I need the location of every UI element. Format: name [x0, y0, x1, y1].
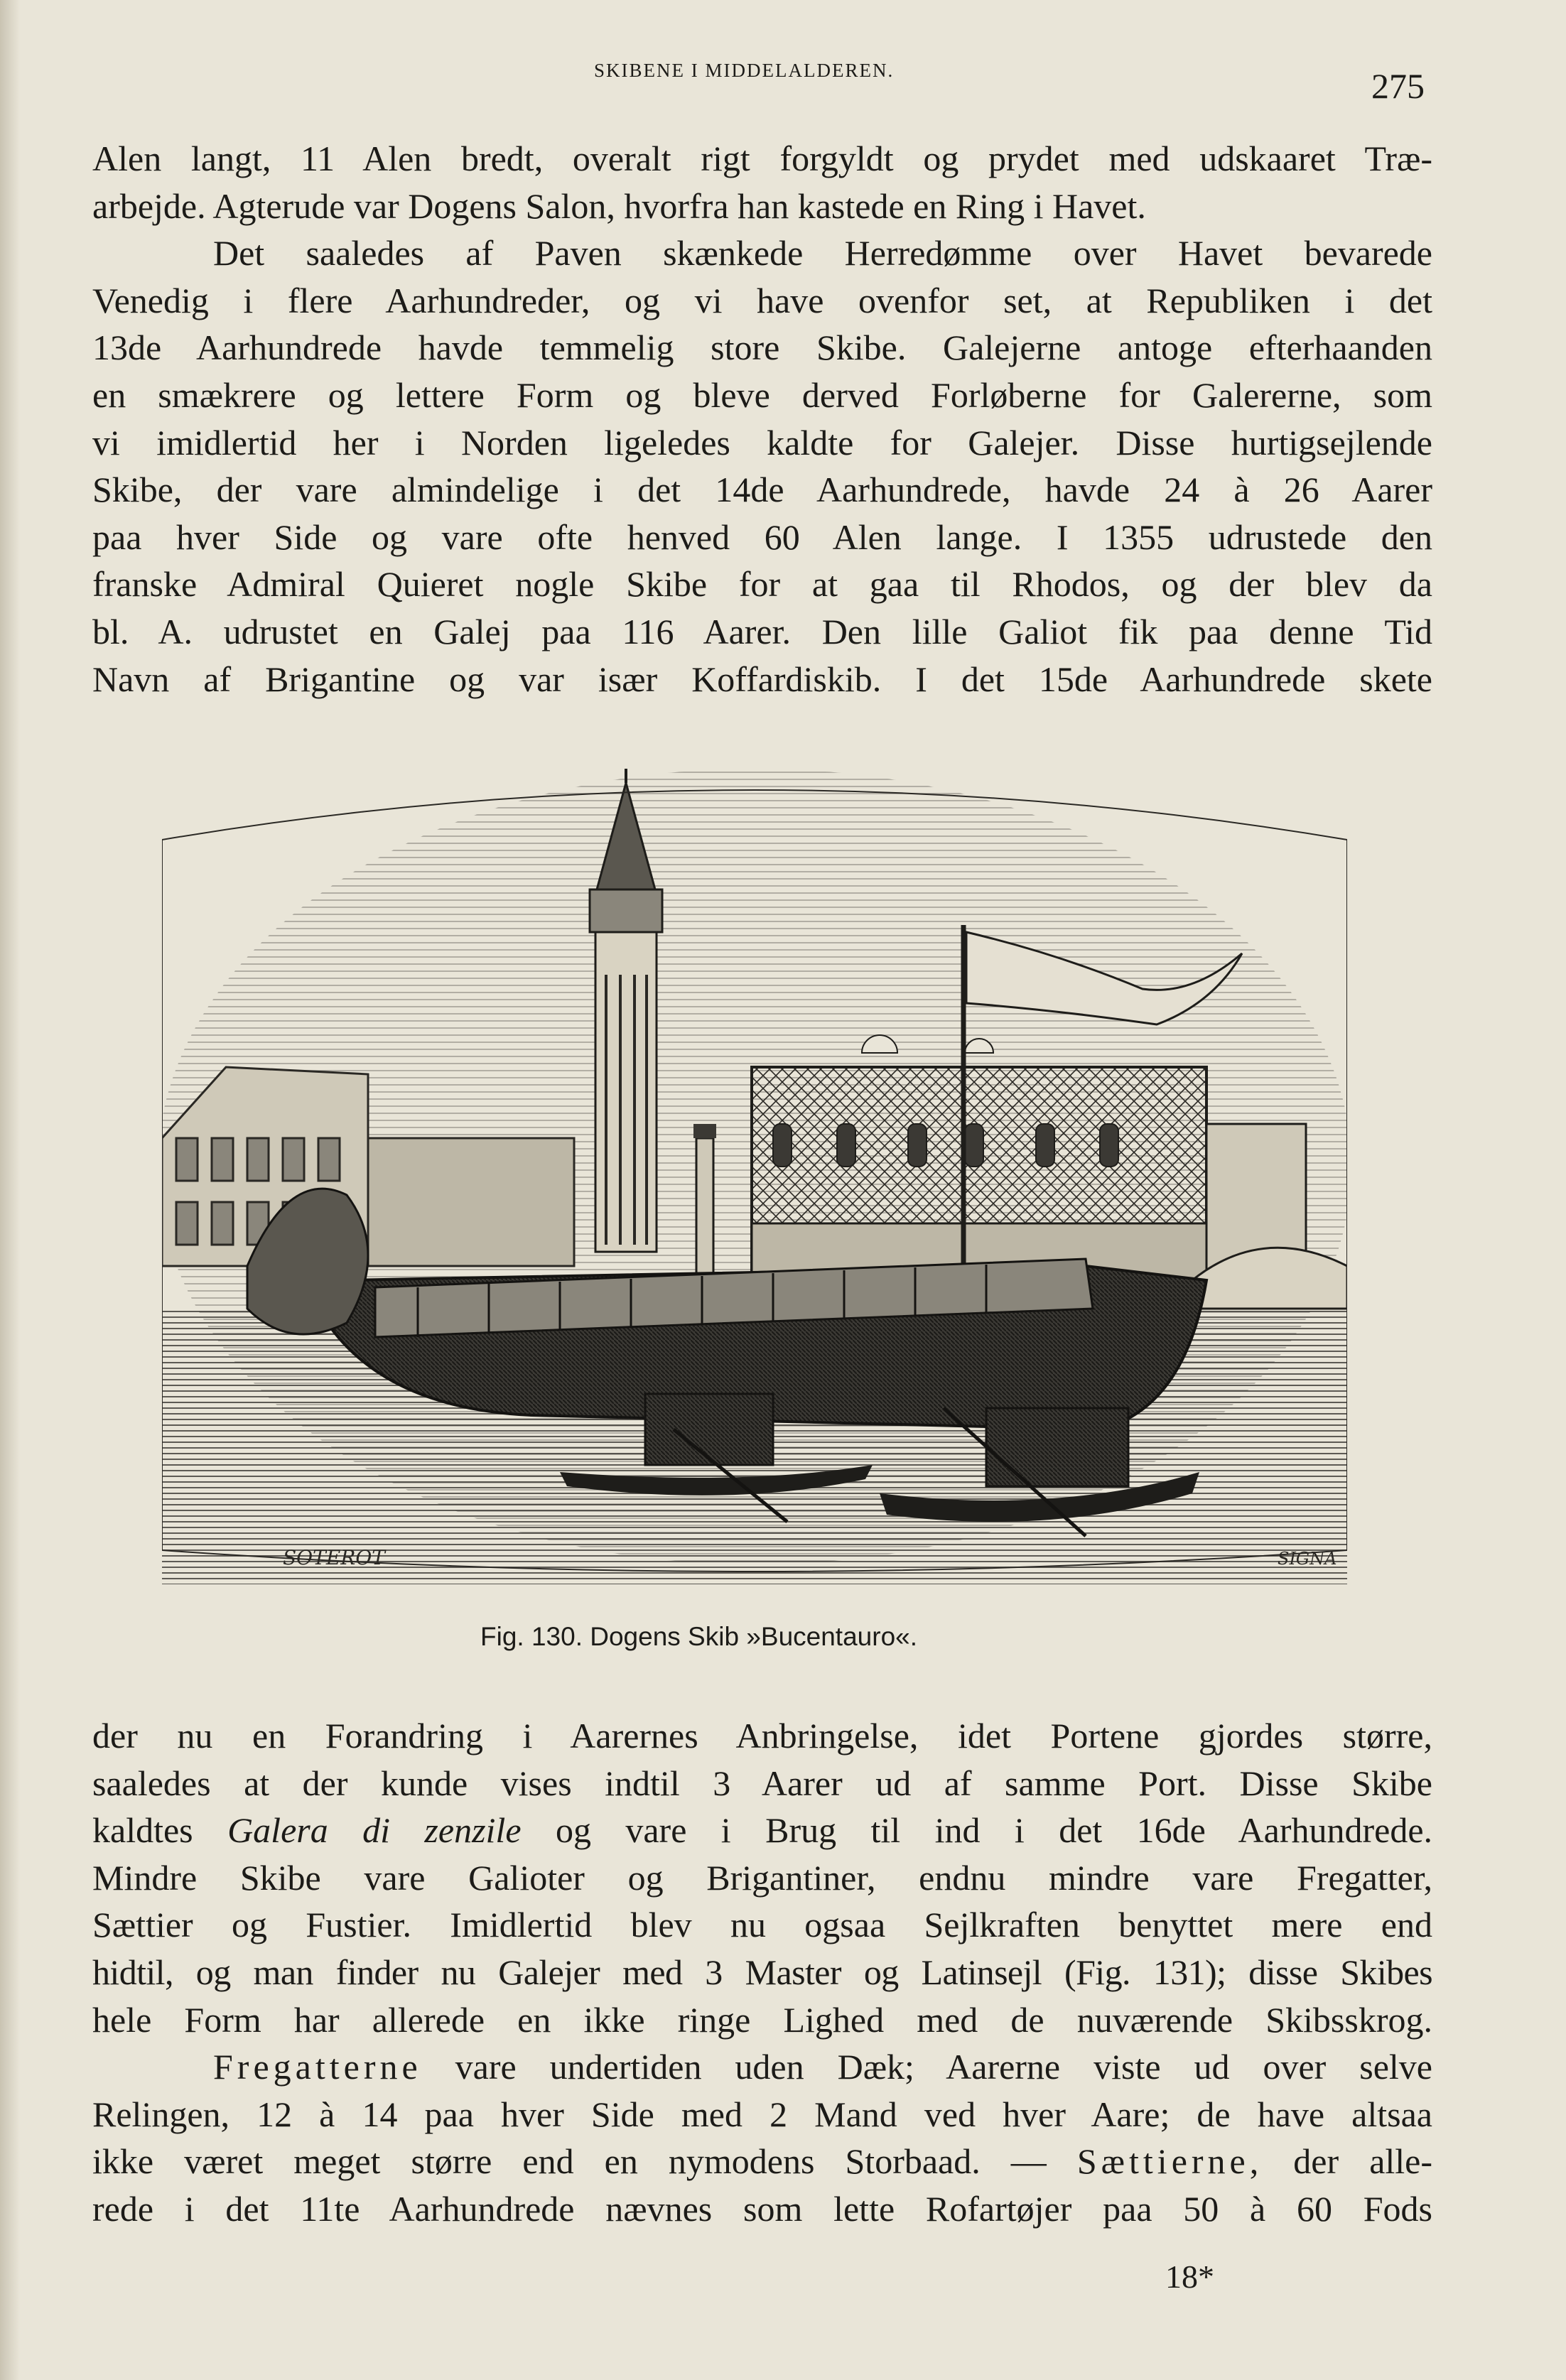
text-line: Navn af Brigantine og var især Koffardiskib. I det 15de Aarhundrede skete [92, 659, 1432, 699]
text-line: Mindre Skibe vare Galioter og Brigantiner, endnu mindre vare Fregatter, [92, 1857, 1432, 1898]
body-text-top [92, 135, 1432, 703]
text-line: paa hver Side og vare ofte henved 60 Alen lange. I 1355 udrustede den [92, 516, 1432, 557]
text-line: vi imidlertid her i Norden ligeledes kaldte for Galejer. Disse hurtigsejlende [92, 422, 1432, 463]
text-line: 13de Aarhundrede havde temmelig store Skibe. Galejerne antoge efterhaanden [92, 328, 1432, 368]
text-line: en smækrere og lettere Form og bleve derved Forløberne for Galererne, som [92, 374, 1432, 415]
running-title: SKIBENE I MIDDELALDEREN. [594, 60, 895, 81]
text-line: Sættier og Fustier. Imidlertid blev nu ogsaa Sejlkraften benyttet mere end [92, 1905, 1432, 1945]
text-run: der alle- [1293, 2141, 1433, 2182]
spaced-term: Fregatterne [213, 2047, 422, 2087]
engraver-signature-right: SIGNA [1278, 1549, 1337, 1569]
engraver-signature-left: SOTEROT [283, 1546, 385, 1569]
text-run: vare undertiden uden Dæk; Aarerne viste ud over selve [455, 2047, 1432, 2087]
figure-caption: Fig. 130. Dogens Skib »Bucentauro«. [480, 1622, 917, 1651]
text-line [92, 1807, 1432, 1854]
text-run: ikke været meget større end en nymodens Storbaad. — [92, 2141, 1047, 2182]
text-line: Alen langt, 11 Alen bredt, overalt rigt forgyldt og prydet med udskaaret Træ- [92, 139, 1432, 178]
text-run: og vare i Brug til ind i det 16de Aarhundrede. [555, 1810, 1433, 1851]
page-number: 275 [1371, 66, 1425, 106]
text-line: franske Admiral Quieret nogle Skibe for at gaa til Rhodos, og der blev da [92, 564, 1432, 605]
text-line: der nu en Forandring i Aarernes Anbringelse, idet Portene gjordes større, [92, 1716, 1432, 1756]
text-line: Det saaledes af Paven skænkede Herredømme over Havet bevarede [213, 233, 1432, 274]
text-line: Skibe, der vare almindelige i det 14de Aarhundrede, havde 24 à 26 Aarer [92, 470, 1432, 510]
text-line: hele Form har allerede en ikke ringe Lighed med de nuværende Skibsskrog. [92, 1999, 1432, 2040]
text-line: Relingen, 12 à 14 paa hver Side med 2 Mand ved hver Aare; de have altsaa [92, 2094, 1432, 2134]
text-run: kaldtes [92, 1810, 193, 1851]
signature-mark: 18* [1165, 2259, 1214, 2295]
engraving-bucentauro [162, 769, 1347, 1584]
italic-term: Galera di zenzile [227, 1810, 522, 1851]
text-line: Venedig i flere Aarhundreder, og vi have ovenfor set, at Republiken i det [92, 280, 1432, 320]
text-line: saaledes at der kunde vises indtil 3 Aarer ud af samme Port. Disse Skibe [92, 1763, 1432, 1803]
text-line: rede i det 11te Aarhundrede nævnes som lette Rofartøjer paa 50 à 60 Fods [92, 2188, 1432, 2229]
text-line: bl. A. udrustet en Galej paa 116 Aarer. Den lille Galiot fik paa denne Tid [92, 611, 1432, 651]
spaced-term: Sættierne, [1076, 2141, 1263, 2182]
text-line [92, 2138, 1432, 2185]
text-line [92, 2043, 1432, 2091]
text-line: hidtil, og man finder nu Galejer med 3 Master og Latinsejl (Fig. 131); disse Skibes [92, 1952, 1432, 1992]
body-text-bottom [92, 1712, 1432, 2233]
text-line: arbejde. Agterude var Dogens Salon, hvorfra han kastede en Ring i Havet. [92, 185, 1146, 226]
page-binding-edge [0, 0, 20, 2380]
